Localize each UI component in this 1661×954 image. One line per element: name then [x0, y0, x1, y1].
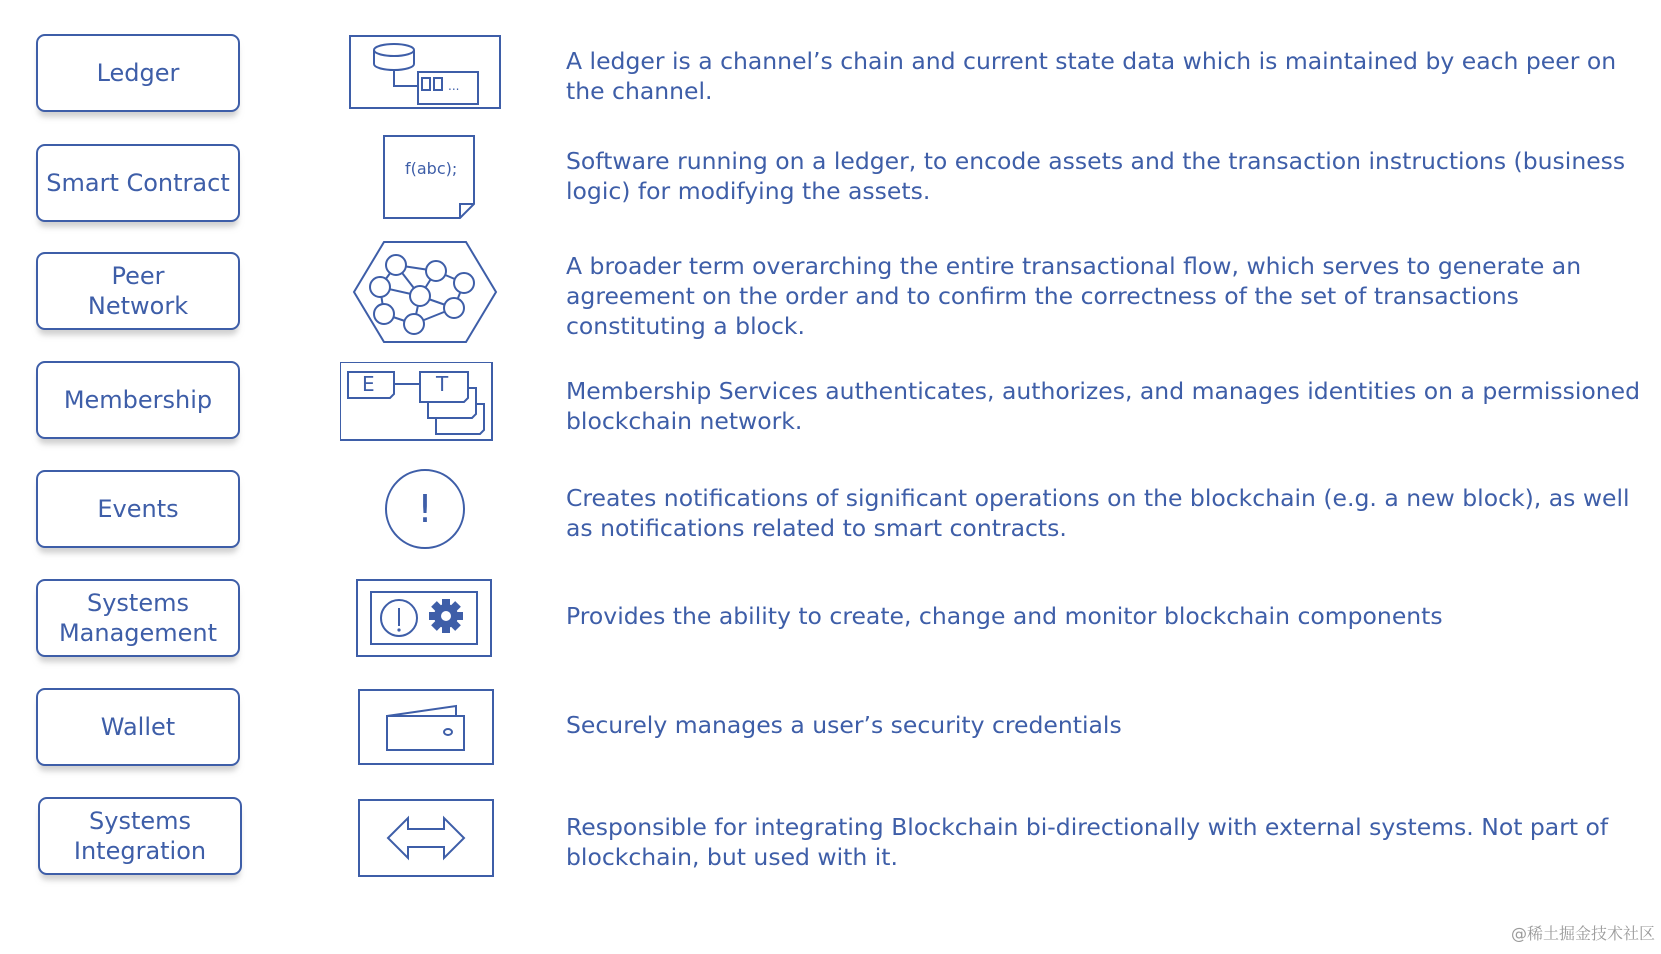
- systems-management-description: Provides the ability to create, change and monitor blockchain components: [566, 602, 1443, 630]
- peer-network-icon: [340, 240, 510, 350]
- systems-management-label-box: Systems Management: [36, 579, 240, 657]
- svg-text:...: ...: [448, 79, 460, 93]
- smart-contract-icon: [340, 134, 510, 224]
- wallet-label-box: Wallet: [36, 688, 240, 766]
- ledger-description: A ledger is a channel’s chain and current state data which is maintained by each peer on the channel.: [566, 47, 1617, 105]
- events-icon: [340, 468, 510, 558]
- systems-integration-description: Responsible for integrating Blockchain bi-directionally with external systems. Not part of blockchain, but used with it.: [566, 813, 1609, 871]
- peer-network-label-box: Peer Network: [36, 252, 240, 330]
- watermark: @稀土掘金技术社区: [1510, 924, 1655, 943]
- wallet-icon: [340, 688, 510, 778]
- membership-icon-text-t: T: [436, 372, 449, 396]
- ledger-icon: [340, 34, 510, 124]
- ledger-label-box: Ledger: [36, 34, 240, 112]
- systems-integration-label-box: Systems Integration: [38, 797, 242, 875]
- events-icon-text: !: [417, 487, 433, 531]
- wallet-description: Securely manages a user’s security credentials: [566, 711, 1122, 739]
- membership-icon: [340, 362, 510, 452]
- systems-management-icon: [340, 578, 510, 668]
- systems-integration-icon: [340, 798, 510, 888]
- smart-contract-icon-text: f(abc);: [405, 159, 458, 178]
- peer-network-description: A broader term overarching the entire transactional flow, which serves to generate an agreement on the order and to confirm the correctness of the set of transactions constituting a block.: [566, 252, 1582, 340]
- events-label-box: Events: [36, 470, 240, 548]
- membership-icon-text-e: E: [362, 372, 375, 396]
- events-description: Creates notifications of significant operations on the blockchain (e.g. a new block), as well as notifications related to smart contracts.: [566, 484, 1630, 542]
- smart-contract-description: Software running on a ledger, to encode assets and the transaction instructions (business logic) for modifying the assets.: [566, 147, 1626, 205]
- smart-contract-label-box: Smart Contract: [36, 144, 240, 222]
- membership-label-box: Membership: [36, 361, 240, 439]
- membership-description: Membership Services authenticates, authorizes, and manages identities on a permissioned blockchain network.: [566, 377, 1641, 435]
